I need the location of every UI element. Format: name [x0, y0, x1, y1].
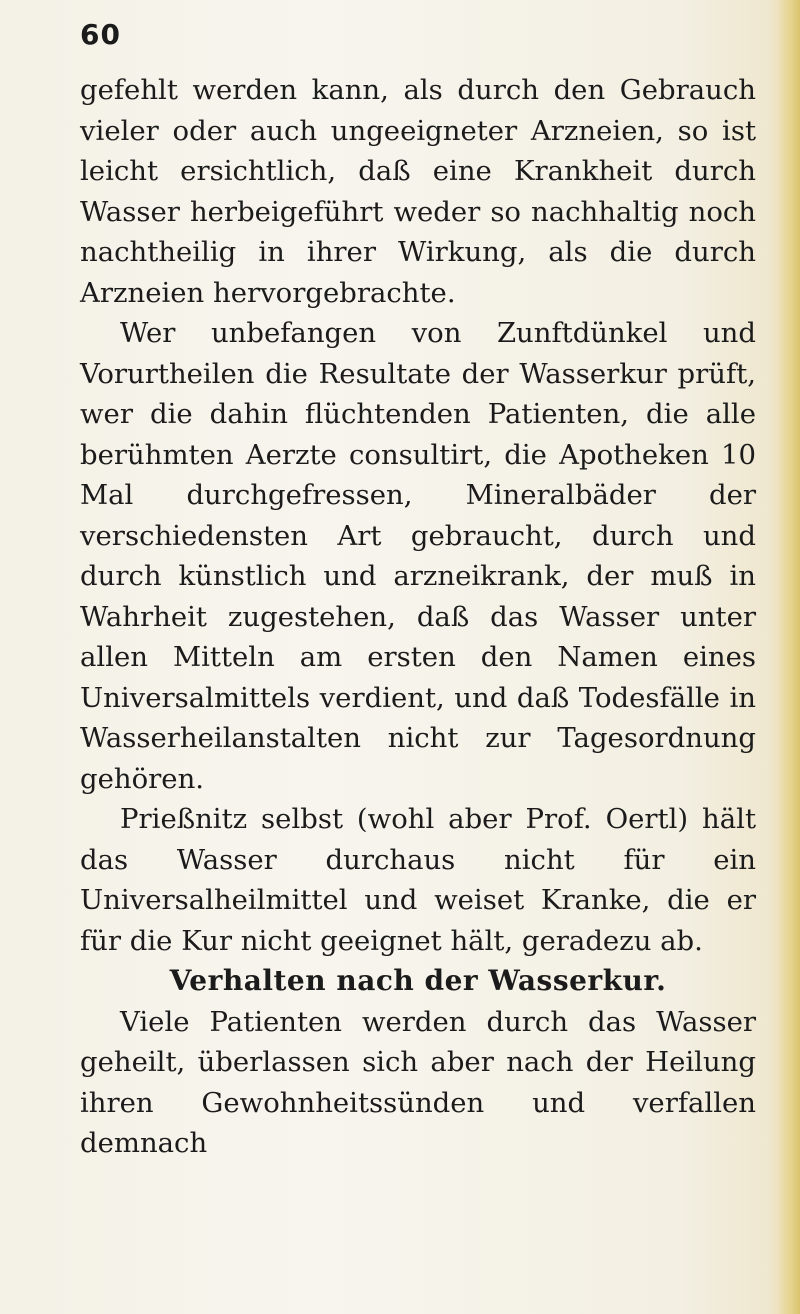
body-text	[80, 70, 756, 1164]
paragraph-3: Prießnitz selbst (wohl aber Prof. Oertl) hält das Wasser durchaus nicht für ein Universalheilmittel und weiset Kranke, die er für die Kur nicht geeignet hält, geradezu ab.	[80, 803, 756, 957]
page-number: 60	[80, 18, 121, 51]
page-edge-discoloration	[778, 0, 800, 1314]
paragraph-4: Viele Patienten werden durch das Wasser geheilt, überlassen sich aber nach der Heilung ihren Gewohnheitssünden und verfallen demnach	[80, 1005, 756, 1159]
section-heading: Verhalten nach der Wasserkur.	[169, 964, 667, 997]
paragraph-1: gefehlt werden kann, als durch den Gebrauch vieler oder auch ungeeigneter Arzneien, so ist leicht ersichtlich, daß eine Krankheit durch Wasser herbeigeführt weder so nachhaltig noch nachtheilig in ihrer Wirkung, als die durch Arzneien hervorgebrachte.	[80, 74, 756, 309]
paragraph-2: Wer unbefangen von Zunftdünkel und Vorurtheilen die Resultate der Wasserkur prüft, wer die dahin flüchtenden Patienten, die alle berühmten Aerzte consultirt, die Apotheken 10 Mal durchgefressen, Mineralbäder der verschiedensten Art gebraucht, durch und durch künstlich und arzneikrank, der muß in Wahrheit zugestehen, daß das Wasser unter allen Mitteln am ersten den Namen eines Universalmittels verdient, und daß Todesfälle in Wasserheilanstalten nicht zur Tagesordnung gehören.	[80, 317, 756, 795]
